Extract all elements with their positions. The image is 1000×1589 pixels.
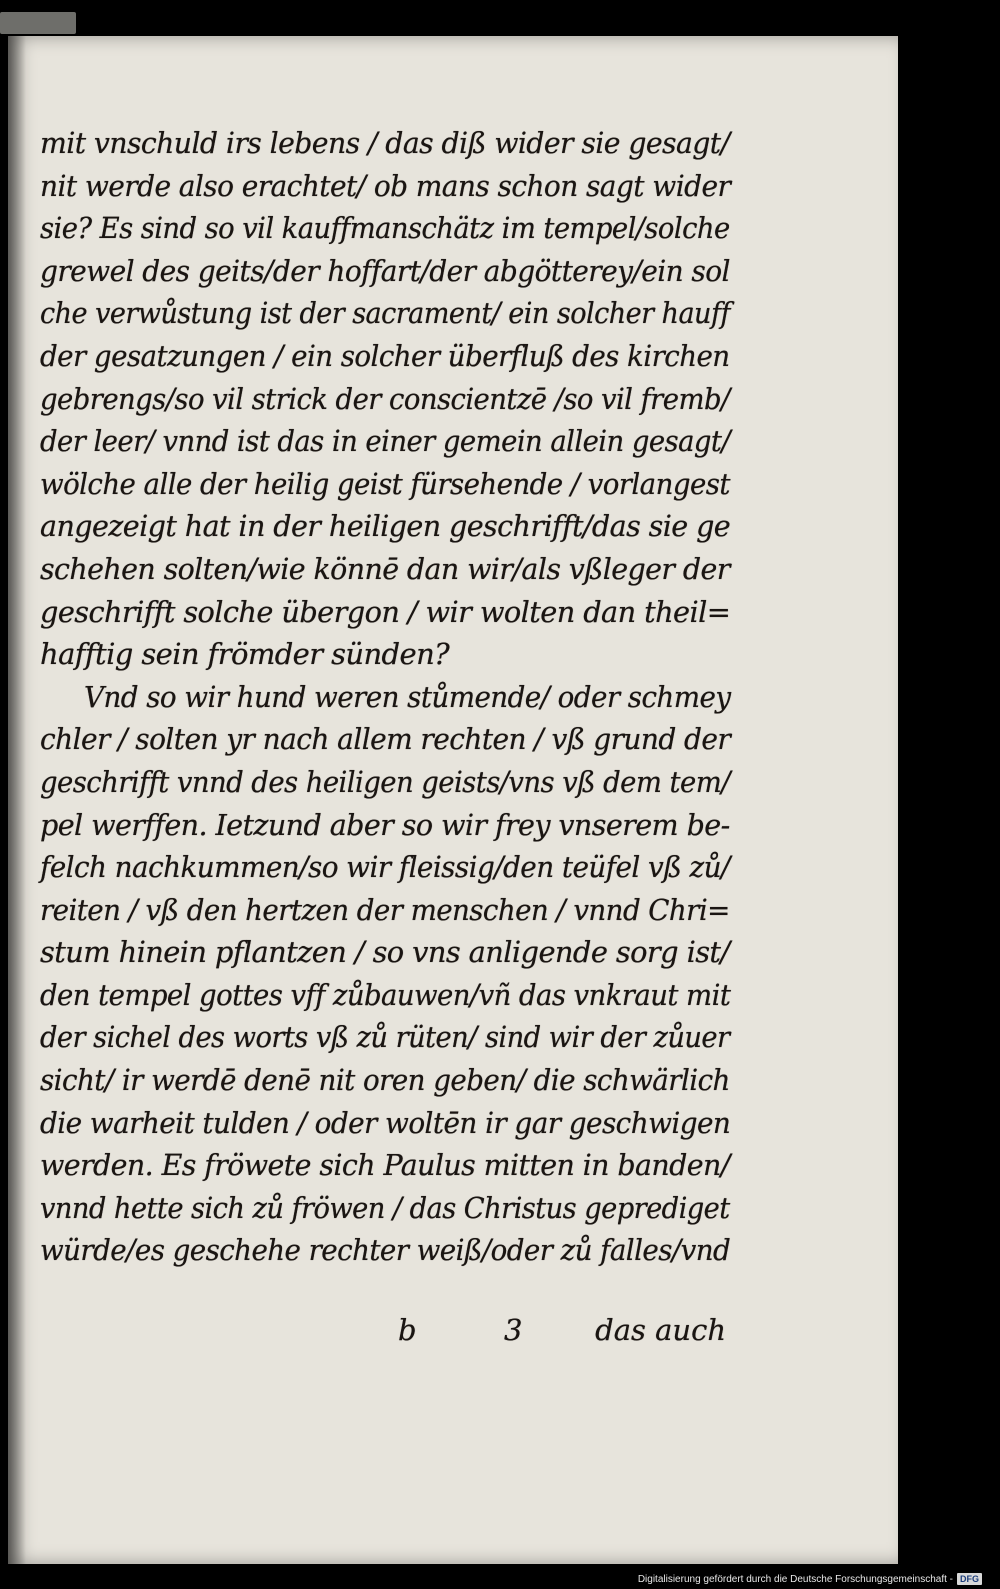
text-line: geschrifft solche übergon / wir wolten dan theil= (40, 594, 731, 629)
text-line: chler / solten yr nach allem rechten / vß grund der (40, 722, 731, 757)
text-line: der sichel des worts vß zů rüten/ sind wir der zůuer (40, 1020, 730, 1055)
text-line: stum hinein pflantzen / so vns anligende sorg ist/ (40, 935, 730, 970)
text-line: angezeigt hat in der heiligen geschrifft/das sie ge (40, 509, 731, 544)
page-fold-shadow (8, 36, 26, 1564)
text-line: grewel des geits/der hoffart/der abgötterey/ein sol (40, 253, 730, 288)
text-line: reiten / vß den hertzen der menschen / vnnd Chri= (40, 892, 730, 927)
text-line: der leer/ vnnd ist das in einer gemein allein gesagt/ (40, 424, 731, 459)
text-line: mit vnschuld irs lebens / das diß wider sie gesagt/ (40, 126, 730, 160)
page-footer (40, 1313, 730, 1357)
catchword: das auch (595, 1313, 726, 1347)
text-line: nit werde also erachtet/ ob mans schon sagt wider (40, 168, 731, 203)
text-line: felch nachkummen/so wir fleissig/den teüfel vß zů/ (40, 850, 730, 885)
text-line: den tempel gottes vff zůbauwen/vñ das vnkraut mit (40, 977, 731, 1012)
text-line: wölche alle der heilig geist fürsehende / vorlangest (40, 466, 730, 501)
folio-number: 3 (504, 1313, 523, 1347)
page-text-block (40, 122, 730, 1272)
text-line: che verwůstung ist der sacrament/ ein solcher hauff (40, 296, 730, 331)
text-line: Vnd so wir hund weren stůmende/ oder schmey (84, 679, 731, 714)
text-line: vnnd hette sich zů fröwen / das Christus geprediget (40, 1190, 730, 1225)
text-line: werden. Es fröwete sich Paulus mitten in banden/ (40, 1148, 730, 1183)
text-line: schehen solten/wie könnē dan wir/als vßleger der (40, 551, 730, 586)
book-page (8, 36, 898, 1564)
text-line: hafftig sein frömder sünden? (40, 637, 450, 672)
digitization-credit (638, 1573, 982, 1585)
text-line: würde/es geschehe rechter weiß/oder zů falles/vnd (40, 1233, 731, 1268)
text-line: gebrengs/so vil strick der conscientzē /so vil fremb/ (40, 381, 730, 416)
text-line: pel werffen. Ietzund aber so wir frey vnserem be- (40, 807, 730, 842)
dfg-logo-icon: DFG (957, 1573, 982, 1585)
text-line: die warheit tulden / oder woltēn ir gar geschwigen (40, 1105, 731, 1140)
text-line: sie? Es sind so vil kauffmanschätz im tempel/solche (40, 211, 730, 246)
scanner-corner-tab (0, 12, 76, 34)
text-line: geschrifft vnnd des heiligen geists/vns vß dem tem/ (40, 764, 730, 799)
text-line: sicht/ ir werdē denē nit oren geben/ die schwärlich (40, 1063, 730, 1098)
text-line: der gesatzungen / ein solcher überfluß des kirchen (40, 338, 730, 373)
credit-text: Digitalisierung gefördert durch die Deutsche Forschungsgemeinschaft - (637, 1573, 953, 1585)
signature-mark: b (398, 1313, 417, 1347)
